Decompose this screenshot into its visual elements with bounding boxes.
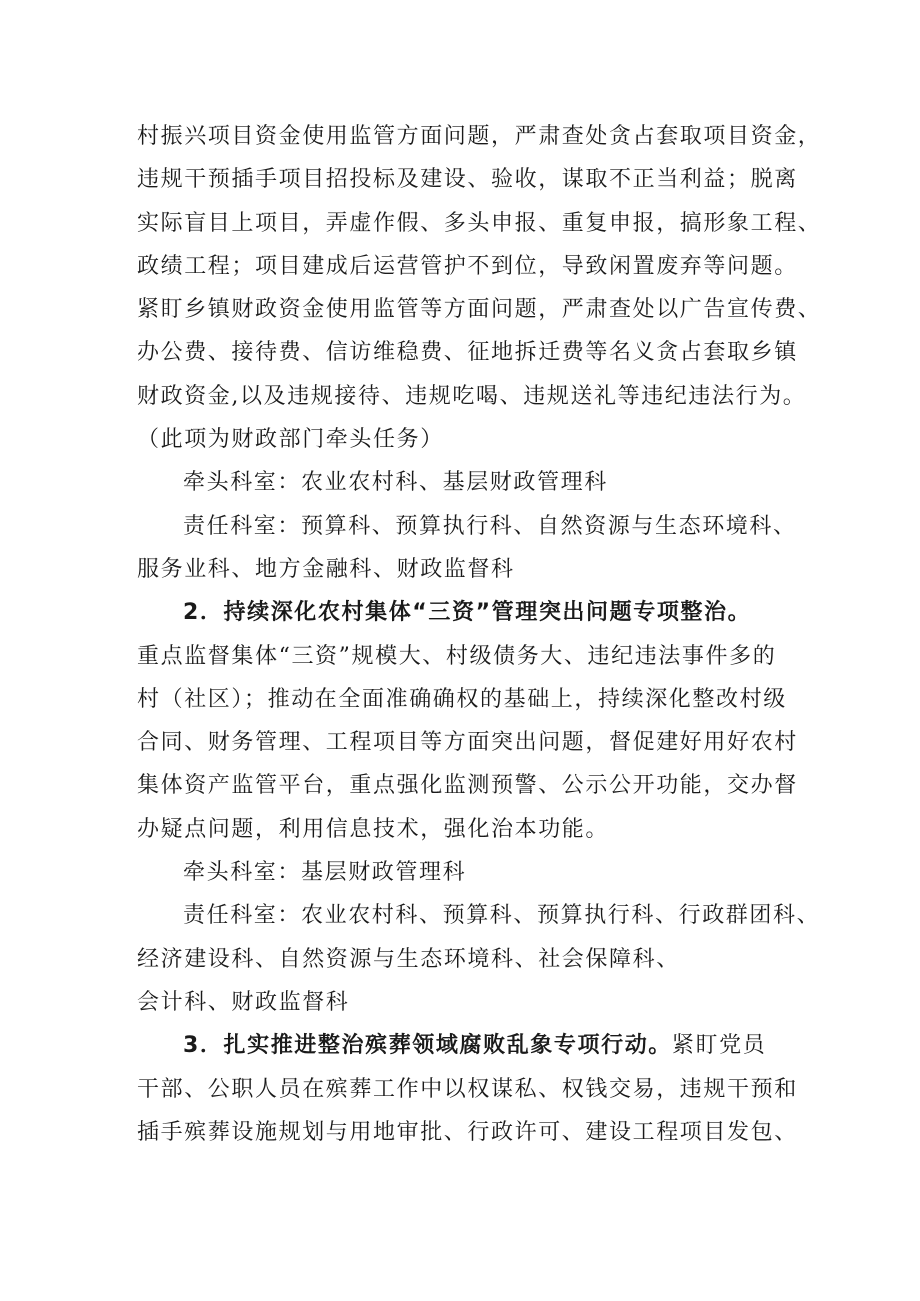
section-heading-3-line: [137, 1024, 817, 1067]
text-line: 村（社区）；推动在全面准确确权的基础上，持续深化整改村级: [137, 686, 787, 712]
text-line: 干部、公职人员在殡葬工作中以权谋私、权钱交易，违规干预和: [137, 1076, 798, 1102]
section-heading-3-tail: 紧盯党员: [671, 1033, 767, 1059]
text-line: 违规干预插手项目招投标及建设、验收，谋取不正当利益；脱离: [137, 167, 798, 193]
text-line: 重点监督集体“三资”规模大、村级债务大、违纪违法事件多的: [137, 643, 777, 669]
text-line: 办公费、接待费、信访维稳费、征地拆迁费等名义贪占套取乡镇: [137, 340, 798, 366]
section-heading-2: 2．持续深化农村集体“三资”管理突出问题专项整治。: [183, 600, 752, 626]
text-line: 财政资金,以及违规接待、违规吃喝、违规送礼等违纪违法行为。: [137, 383, 807, 409]
text-line: 紧盯乡镇财政资金使用监管等方面问题，严肃查处以广告宣传费、: [137, 297, 822, 323]
lead-department-line: 牵头科室：农业农村科、基层财政管理科: [183, 470, 608, 496]
document-body: [137, 115, 822, 1154]
text-line: 合同、财务管理、工程项目等方面突出问题，督促建好用好农村: [137, 730, 798, 756]
text-line: 实际盲目上项目，弄虚作假、多头申报、重复申报，搞形象工程、: [137, 210, 822, 236]
text-line: 办疑点问题，利用信息技术，强化治本功能。: [137, 816, 610, 842]
text-line: 会计科、财政监督科: [137, 989, 350, 1015]
section-heading-3: 3．扎实推进整治殡葬领域腐败乱象专项行动。: [183, 1033, 672, 1059]
text-line: 经济建设科、自然资源与生态环境科、社会保障科、: [137, 946, 680, 972]
text-line: （此项为财政部门牵头任务）: [137, 427, 444, 453]
lead-department-line: 牵头科室：基层财政管理科: [183, 860, 467, 886]
text-line: 服务业科、地方金融科、财政监督科: [137, 556, 515, 582]
responsible-department-line: 责任科室：农业农村科、预算科、预算执行科、行政群团科、: [183, 903, 821, 929]
text-line: 村振兴项目资金使用监管方面问题，严肃查处贪占套取项目资金，: [137, 124, 822, 149]
responsible-department-line: 责任科室：预算科、预算执行科、自然资源与生态环境科、: [183, 513, 797, 539]
text-line: 集体资产监管平台，重点强化监测预警、公示公开功能，交办督: [137, 773, 798, 799]
text-line: 政绩工程；项目建成后运营管护不到位，导致闲置废弃等问题。: [137, 253, 798, 279]
text-line: 插手殡葬设施规划与用地审批、行政许可、建设工程项目发包、: [137, 1119, 798, 1145]
